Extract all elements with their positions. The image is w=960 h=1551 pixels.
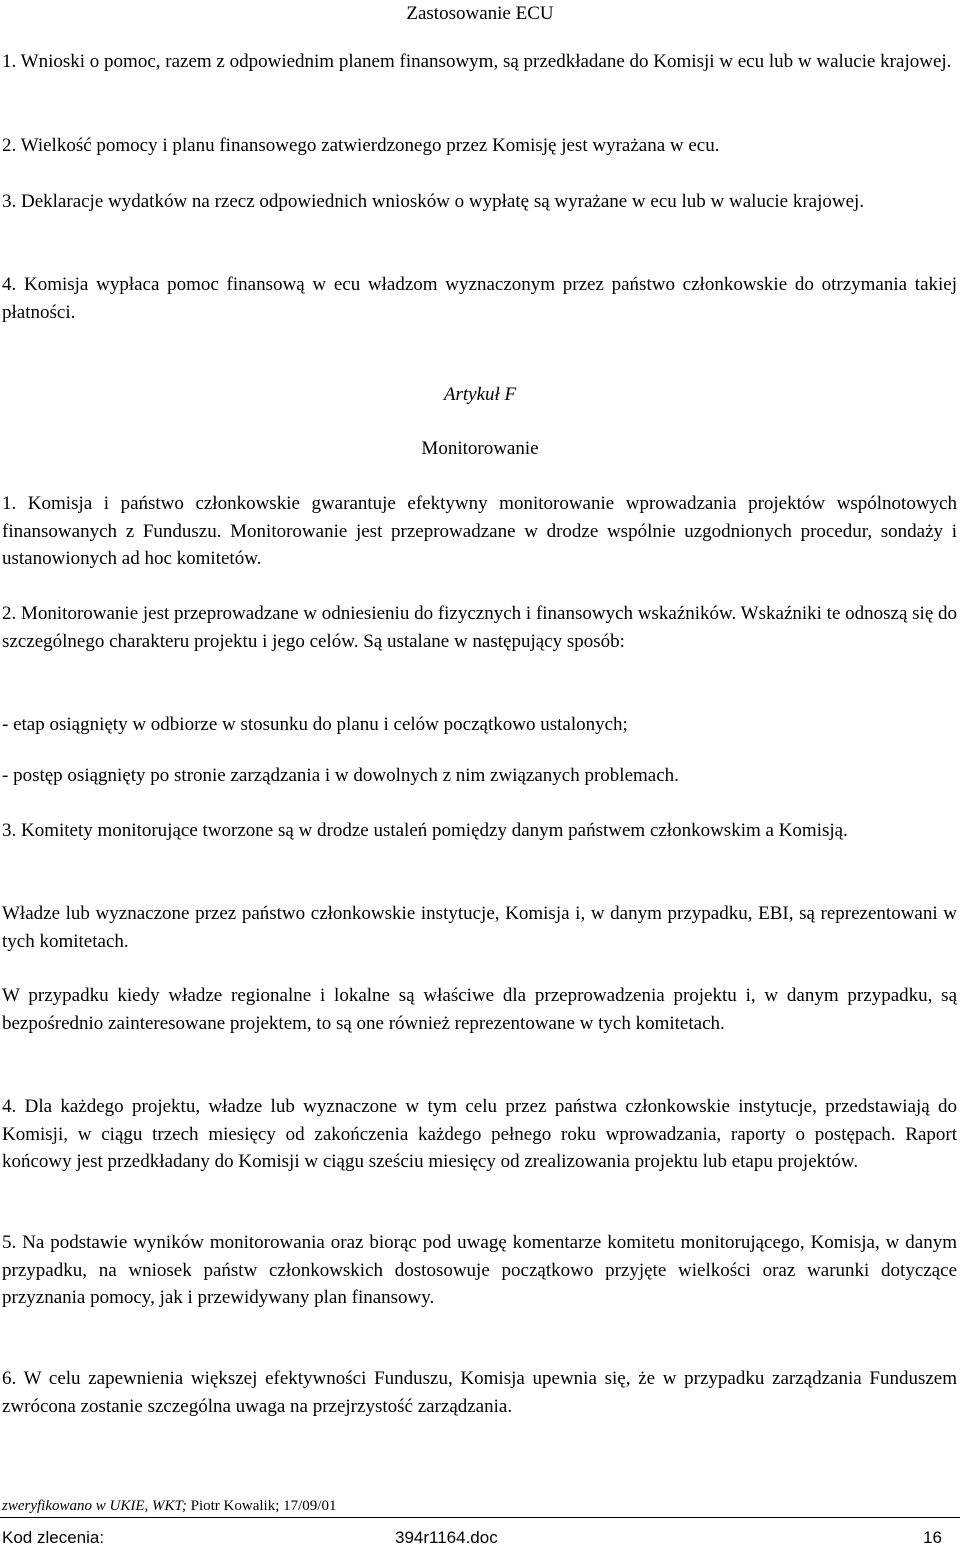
monitoring-paragraph-1: 1. Komisja i państwo członkowskie gwarantuje efektywny monitorowanie wprowadzania projektów wspólnotowych finansowanych z Funduszu. Monitorowanie jest przeprowadzane w drodze wspólnie uzgodnionych procedur, sondaży i ustanowionych ad hoc komitetów. [2,493,957,569]
monitoring-paragraph-regional: W przypadku kiedy władze regionalne i lokalne są właściwe dla przeprowadzenia projektu i, w danym przypadku, są bezpośrednio zainteresowane projektem, to są one również reprezentowane w tych komitetach. [2,985,957,1034]
monitoring-paragraph-authorities: Władze lub wyznaczone przez państwo członkowskie instytucje, Komisja i, w danym przypadku, EBI, są reprezentowani w tych komitetach. [2,903,957,952]
article-heading: Artykuł F [443,384,517,405]
verification-label: zweryfikowano w UKIE, WKT; [2,1498,187,1514]
ecu-paragraph-3: 3. Deklaracje wydatków na rzecz odpowiednich wniosków o wypłatę są wyrażane w ecu lub w walucie krajowej. [2,191,865,212]
monitoring-paragraph-5: 5. Na podstawie wyników monitorowania oraz biorąc pod uwagę komentarze komitetu monitorującego, Komisja, w danym przypadku, na wniosek państw członkowskich dostosowuje początkowo przyjęte wielkości oraz warunki dotyczące przyznania pomocy, jak i przewidywany plan finansowy. [2,1232,957,1308]
ecu-paragraph-1: 1. Wnioski o pomoc, razem z odpowiednim planem finansowym, są przedkładane do Komisji w ecu lub w walucie krajowej. [2,51,952,72]
monitoring-list-item-1: - etap osiągnięty w odbiorze w stosunku do planu i celów początkowo ustalonych; [2,714,628,735]
section-title: Zastosowanie ECU [406,3,554,24]
verifier-name: Piotr Kowalik; 17/09/01 [190,1498,337,1514]
monitoring-paragraph-4: 4. Dla każdego projektu, władze lub wyznaczone w tym celu przez państwa członkowskie instytucje, przedstawiają do Komisji, w ciągu trzech miesięcy od zakończenia każdego pełnego roku wprowadzania, raporty o postępach. Raport końcowy jest przedkładany do Komisji w ciągu sześciu miesięcy od zrealizowania projektu lub etapu projektów. [2,1096,957,1172]
monitoring-list-item-2: - postęp osiągnięty po stronie zarządzania i w dowolnych z nim związanych problemach. [2,765,679,786]
monitoring-paragraph-6: 6. W celu zapewnienia większej efektywności Funduszu, Komisja upewnia się, że w przypadku zarządzania Funduszem zwrócona zostanie szczególna uwaga na przejrzystość zarządzania. [2,1368,957,1417]
file-name: 394r1164.doc [395,1528,498,1547]
article-title: Monitorowanie [421,438,539,459]
monitoring-paragraph-3: 3. Komitety monitorujące tworzone są w drodze ustaleń pomiędzy danym państwem członkowskim a Komisją. [2,820,848,841]
verification-note [2,1497,336,1515]
footer-divider [0,1517,960,1518]
order-code-label: Kod zlecenia: [2,1528,105,1547]
monitoring-paragraph-2: 2. Monitorowanie jest przeprowadzane w odniesieniu do fizycznych i finansowych wskaźników. Wskaźniki te odnoszą się do szczególnego charakteru projektu i jego celów. Są ustalane w następujący sposób: [2,603,958,652]
ecu-paragraph-2: 2. Wielkość pomocy i planu finansowego zatwierdzonego przez Komisję jest wyrażana w ecu. [2,135,720,156]
ecu-paragraph-4: 4. Komisja wypłaca pomoc finansową w ecu władzom wyznaczonym przez państwo członkowskie do otrzymania takiej płatności. [2,274,957,323]
page-number: 16 [923,1528,942,1547]
